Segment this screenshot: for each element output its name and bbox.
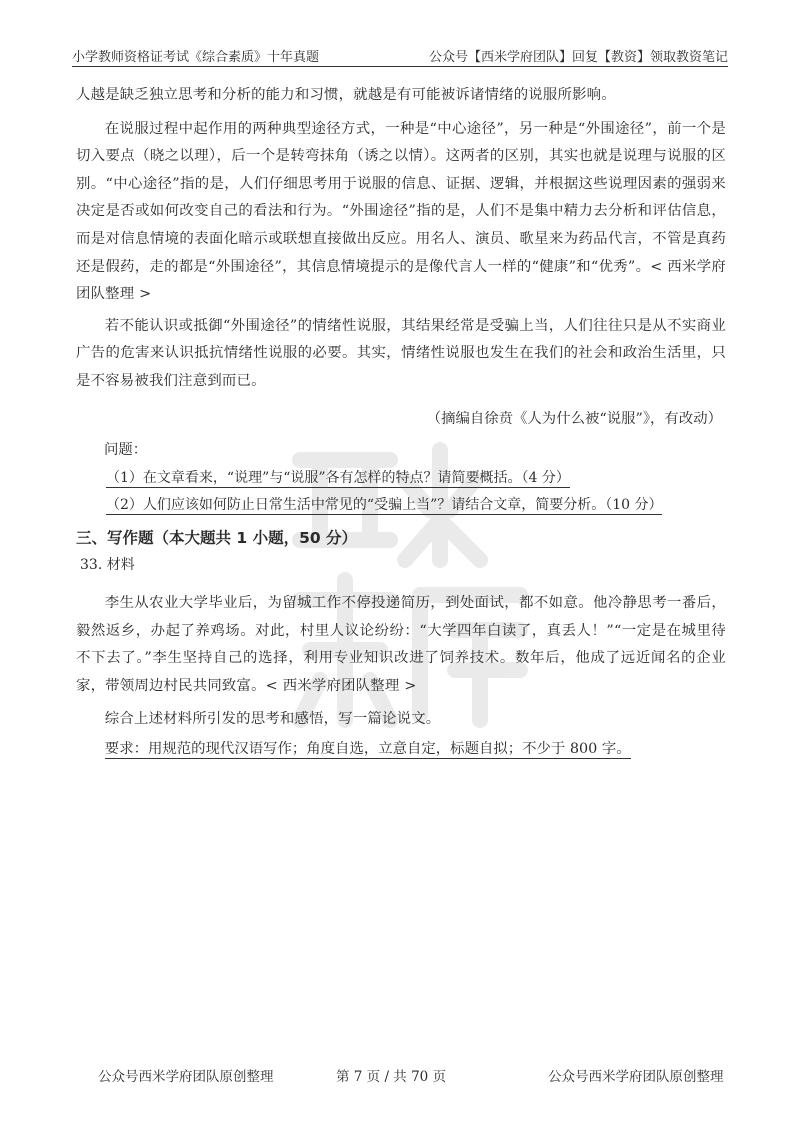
footer-left: 公众号西米学府团队原创整理	[98, 1069, 274, 1085]
paragraph-1: 人越是缺乏独立思考和分析的能力和习惯，就越是有可能被诉诸情绪的说服所影响。	[76, 87, 616, 103]
writing-instruction: 综合上述材料所引发的思考和感悟，写一篇论说文。	[104, 711, 441, 728]
question-2-text: （2）人们应该如何防止日常生活中常见的“受骗上当”？请结合文章，简要分析。（10 分）	[106, 497, 663, 514]
header-title: 小学教师资格证考试《综合素质》十年真题	[72, 50, 320, 65]
page-header	[72, 44, 728, 67]
material-text: 李生从农业大学毕业后，为留城工作不停投递简历，到处面试，都不如意。他冷静思考一番后，毅然返乡，办起了养鸡场。对此，村里人议论纷纷：“大学四年白读了，真丢人！”“一定是在城里待不下去了。”李生坚持自己的选择，利用专业知识改进了饲养技术。数年后，他成了远近闻名的企业家，带领周边村民共同致富。< 西米学府团队整理 >	[76, 594, 726, 694]
questions-label: 问题：	[104, 442, 148, 459]
watermark-text: 西米学府	[410, 420, 414, 421]
header-promo: 公众号【西米学府团队】回复【教资】领取教资笔记	[428, 50, 728, 65]
footer-right: 公众号西米学府团队原创整理	[548, 1069, 724, 1085]
page-number: 第 7 页 / 共 70 页	[336, 1069, 447, 1085]
question-1-text: （1）在文章看来，“说理”与“说服”各有怎样的特点？请简要概括。（4 分）	[106, 469, 570, 486]
writing-requirement-text: 要求：用规范的现代汉语写作；角度自选，立意自定，标题自拟；不少于 800 字。	[104, 740, 631, 757]
question-1	[76, 465, 726, 493]
source-citation: （摘编自徐贲《人为什么被“说服”》，有改动）	[426, 410, 722, 427]
writing-requirement	[76, 736, 726, 764]
page-content	[76, 82, 726, 763]
question-2	[76, 492, 726, 520]
page-footer	[0, 1065, 800, 1085]
question-33-label: 33. 材料	[80, 556, 135, 573]
paragraph-3: 若不能认识或抵御“外围途径”的情绪性说服，其结果经常是受骗上当，人们往往只是从不实商业广告的危害来认识抵抗情绪性说服的必要。其实，情绪性说服也发生在我们的社会和政治生活里，只是不容易被我们注意到而已。	[76, 317, 726, 389]
section-title: 三、写作题（本大题共 1 小题，50 分）	[76, 528, 358, 547]
paragraph-2: 在说服过程中起作用的两种典型途径方式，一种是“中心途径”，另一种是“外围途径”，前一个是切入要点（晓之以理），后一个是转弯抹角（诱之以情）。这两者的区别，其实也就是说理与说服的区别。“中心途径”指的是，人们仔细思考用于说服的信息、证据、逻辑，并根据这些说理因素的强弱来决定是否或如何改变自己的看法和行为。“外围途径”指的是，人们不是集中精力去分析和评估信息，而是对信息情境的表面化暗示或联想直接做出反应。用名人、演员、歌星来为药品代言，不管是真药还是假药，走的都是“外围途径”，其信息情境提示的是像代言人一样的“健康”和“优秀”。< 西米学府团队整理 >	[76, 120, 726, 303]
